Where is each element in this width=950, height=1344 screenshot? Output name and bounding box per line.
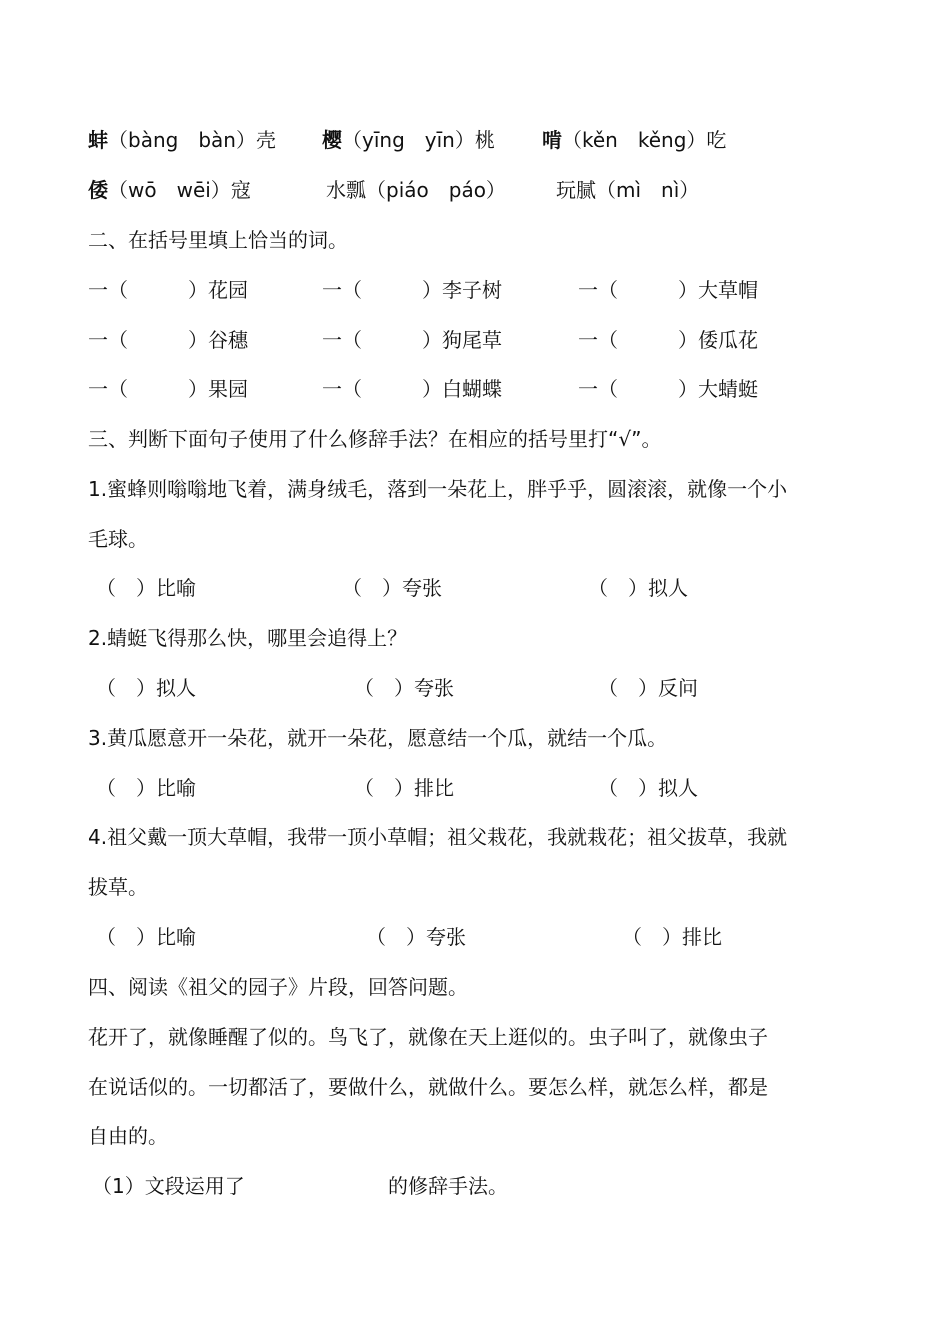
answer-option: （ ）排比 (622, 925, 722, 949)
passage-text: 自由的。 (88, 1124, 168, 1148)
question-text: 1.蜜蜂则嗡嗡地飞着，满身绒毛，落到一朵花上，胖乎乎，圆滚滚，就像一个小 (88, 477, 788, 501)
fill-blank-item: 一（ ）狗尾草 (322, 328, 502, 352)
question-prefix: （1）文段运用了 (92, 1174, 245, 1198)
answer-option: （ ）比喻 (96, 576, 196, 600)
fill-blank-item: 一（ ）花园 (88, 278, 248, 302)
pinyin-options: （wō wēi） (108, 178, 231, 202)
answer-option: （ ）比喻 (96, 776, 196, 800)
pinyin-item (542, 126, 726, 154)
pinyin-options: （bàng bàn） (108, 128, 256, 152)
question-text: 3.黄瓜愿意开一朵花，就开一朵花，愿意结一个瓜，就结一个瓜。 (88, 726, 668, 750)
fill-blank-item: 一（ ）果园 (88, 377, 248, 401)
pinyin-options: （mì nì） (596, 178, 700, 202)
question-text: 4.祖父戴一顶大草帽，我带一顶小草帽；祖父栽花，我就栽花；祖父拔草，我就 (88, 825, 788, 849)
section-heading: 二、在括号里填上恰当的词。 (88, 228, 348, 252)
question-text: 2.蜻蜓飞得那么快，哪里会追得上？ (88, 626, 408, 650)
fill-blank-item: 一（ ）大蜻蜓 (578, 377, 758, 401)
pinyin-item (88, 176, 251, 204)
fill-blank-item: 一（ ）倭瓜花 (578, 328, 758, 352)
pinyin-options: （piáo páo） (366, 178, 506, 202)
fill-blank-item: 一（ ）白蝴蝶 (322, 377, 502, 401)
passage-text: 在说话似的。一切都活了，要做什么，就做什么。要怎么样，就怎么样，都是 (88, 1075, 768, 1099)
answer-option: （ ）拟人 (96, 676, 196, 700)
pinyin-item (322, 126, 495, 154)
pinyin-suffix: 寇 (230, 178, 251, 202)
answer-option: （ ）拟人 (598, 776, 698, 800)
answer-option: （ ）夸张 (354, 676, 454, 700)
fill-blank-item: 一（ ）大草帽 (578, 278, 758, 302)
answer-option: （ ）夸张 (366, 925, 466, 949)
fill-blank-item: 一（ ）李子树 (322, 278, 502, 302)
answer-option: （ ）拟人 (588, 576, 688, 600)
pinyin-char: 倭 (88, 178, 108, 202)
question-text: 拔草。 (88, 875, 148, 899)
answer-option: （ ）比喻 (96, 925, 196, 949)
pinyin-item (556, 176, 699, 204)
pinyin-char: 樱 (322, 128, 342, 152)
pinyin-item (326, 176, 506, 204)
answer-option: （ ）排比 (354, 776, 454, 800)
pinyin-options: （yīng yīn） (342, 128, 475, 152)
pinyin-options: （kěn kěng） (562, 128, 707, 152)
pinyin-item (88, 126, 276, 154)
section-heading: 四、阅读《祖父的园子》片段，回答问题。 (88, 975, 468, 999)
pinyin-char: 水瓢 (326, 178, 366, 202)
fill-blank-item: 一（ ）谷穗 (88, 328, 248, 352)
question-text: 毛球。 (88, 527, 148, 551)
pinyin-char: 啃 (542, 128, 562, 152)
passage-text: 花开了，就像睡醒了似的。鸟飞了，就像在天上逛似的。虫子叫了，就像虫子 (88, 1025, 768, 1049)
answer-option: （ ）夸张 (342, 576, 442, 600)
pinyin-suffix: 桃 (474, 128, 495, 152)
pinyin-suffix: 吃 (706, 128, 727, 152)
pinyin-char: 蚌 (88, 128, 108, 152)
answer-option: （ ）反问 (598, 676, 698, 700)
pinyin-suffix: 壳 (255, 128, 276, 152)
question-suffix: 的修辞手法。 (388, 1174, 508, 1198)
pinyin-char: 玩腻 (556, 178, 596, 202)
section-heading: 三、判断下面句子使用了什么修辞手法？在相应的括号里打“√”。 (88, 427, 662, 451)
